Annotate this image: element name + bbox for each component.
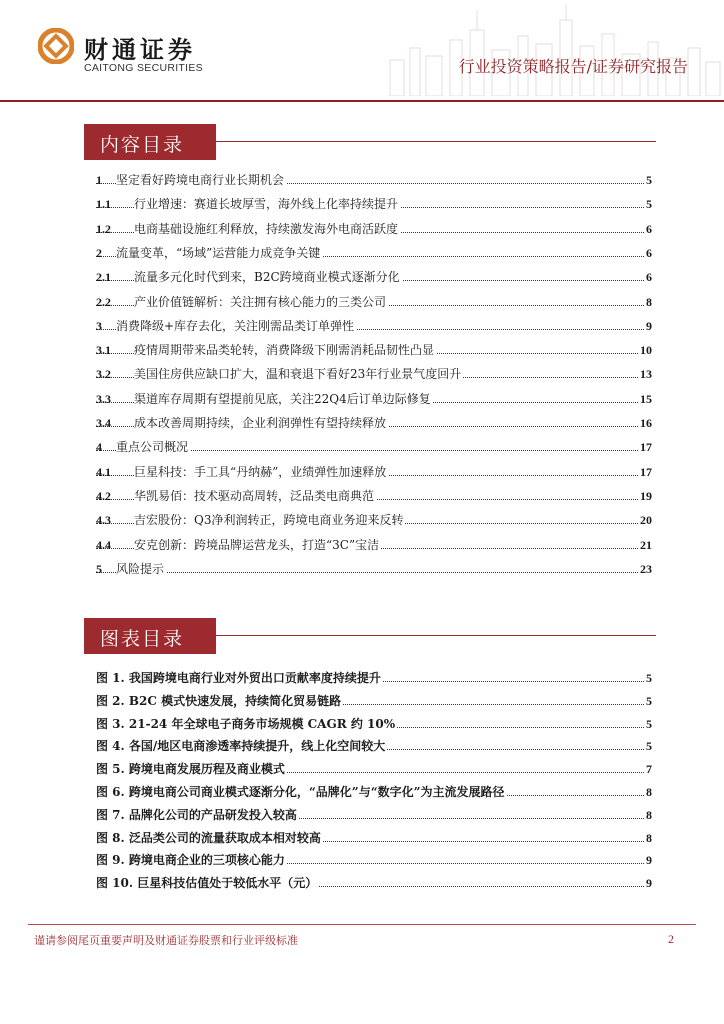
- toc-item-title: 流量多元化时代到来，B2C跨境商业模式逐渐分化: [134, 267, 402, 287]
- toc-item-page: 10: [638, 340, 652, 360]
- toc-item[interactable]: [96, 364, 656, 384]
- figure-item-page: 8: [644, 805, 652, 825]
- toc-item-page: 20: [638, 510, 652, 530]
- page-number: 2: [668, 932, 674, 946]
- toc-item[interactable]: [96, 413, 656, 433]
- toc-item[interactable]: [96, 267, 656, 287]
- toc-item-number: 3.4: [96, 416, 111, 430]
- toc-item[interactable]: [96, 292, 656, 312]
- toc-item[interactable]: [96, 194, 656, 214]
- toc-item-number: 4.3: [96, 513, 111, 528]
- figure-item[interactable]: [96, 782, 656, 802]
- toc-item[interactable]: [96, 486, 656, 506]
- header-divider: [0, 100, 724, 102]
- figure-item[interactable]: [96, 736, 656, 756]
- figure-item-page: 8: [644, 828, 652, 848]
- toc-item-title: 安克创新：跨境品牌运营龙头，打造“3C”宝洁: [134, 535, 381, 555]
- brand-name-en: CAITONG SECURITIES: [84, 62, 203, 74]
- figure-item-title: 图 3. 21-24 年全球电子商务市场规模 CAGR 约 10%: [96, 714, 397, 734]
- toc-item[interactable]: [96, 340, 656, 360]
- toc-item-title: 华凯易佰：技术驱动高周转，泛品类电商典范: [134, 486, 376, 506]
- toc-item-page: 6: [644, 243, 652, 263]
- toc-item-number: 2.1: [96, 270, 111, 285]
- figure-item-page: 5: [644, 714, 652, 734]
- toc-item-title: 行业增速：赛道长坡厚雪，海外线上化率持续提升: [134, 194, 400, 214]
- toc-item-number: 5: [96, 561, 102, 576]
- toc-item[interactable]: [96, 559, 656, 579]
- figure-item-page: 7: [644, 759, 652, 779]
- toc-item-title: 吉宏股份：Q3净利润转正，跨境电商业务迎来反转: [134, 510, 405, 530]
- caitong-logo-icon: [38, 28, 74, 64]
- toc-item-page: 5: [644, 194, 652, 214]
- report-type: 行业投资策略报告/证券研究报告: [458, 57, 688, 76]
- figure-item-title: 图 8. 泛品类公司的流量获取成本相对较高: [96, 828, 323, 848]
- toc-item-number: 2.2: [96, 294, 111, 309]
- toc-item-number: 3: [96, 318, 102, 333]
- toc-item-page: 15: [638, 389, 652, 409]
- toc-item-page: 19: [638, 486, 652, 506]
- toc-item-title: 电商基础设施红利释放，持续激发海外电商活跃度: [134, 219, 400, 239]
- figures-section-title: [84, 618, 216, 654]
- toc-item-number: 4: [96, 440, 102, 455]
- brand-name-cn: 财通证券: [84, 36, 196, 64]
- toc-item-title: 成本改善周期持续，企业利润弹性有望持续释放: [134, 413, 388, 433]
- toc-item-page: 6: [644, 267, 652, 287]
- toc-item[interactable]: [96, 535, 656, 555]
- toc-item-page: 16: [638, 413, 652, 433]
- figure-item[interactable]: [96, 668, 656, 688]
- footer-divider: [28, 924, 696, 925]
- toc-item-title: 坚定看好跨境电商行业长期机会: [116, 170, 286, 190]
- figure-item-title: 图 7. 品牌化公司的产品研发投入较高: [96, 805, 299, 825]
- figure-item-title: 图 5. 跨境电商发展历程及商业模式: [96, 759, 287, 779]
- toc-item[interactable]: [96, 510, 656, 530]
- toc-item-title: 巨星科技：手工具“丹纳赫”，业绩弹性加速释放: [134, 462, 388, 482]
- toc-item-page: 9: [644, 316, 652, 336]
- toc-item-number: 4.1: [96, 464, 111, 479]
- toc-item-number: 3.2: [96, 367, 111, 382]
- toc-item-title: 疫情周期带来品类轮转，消费降级下刚需消耗品韧性凸显: [134, 340, 436, 360]
- toc-item[interactable]: [96, 243, 656, 263]
- city-skyline-watermark: [380, 0, 724, 96]
- toc-section-title: [84, 124, 216, 160]
- figure-item[interactable]: [96, 850, 656, 870]
- toc-item[interactable]: [96, 462, 656, 482]
- toc-item[interactable]: [96, 170, 656, 190]
- figures-section-label: 图表目录: [100, 628, 185, 650]
- toc-item-number: 3.1: [96, 343, 111, 358]
- toc-item-title: 重点公司概况: [116, 437, 190, 457]
- toc-item-title: 产业价值链解析：关注拥有核心能力的三类公司: [134, 292, 388, 312]
- toc-item-number: 3.3: [96, 391, 111, 406]
- toc-item[interactable]: [96, 219, 656, 239]
- figure-item-title: 图 1. 我国跨境电商行业对外贸出口贡献率度持续提升: [96, 668, 383, 688]
- toc-item-page: 23: [638, 559, 652, 579]
- toc-item-title: 消费降级+库存去化，关注刚需品类订单弹性: [116, 316, 356, 336]
- figure-item-page: 8: [644, 782, 652, 802]
- figure-item[interactable]: [96, 759, 656, 779]
- toc-item-page: 17: [638, 437, 652, 457]
- figure-item-title: 图 4. 各国/地区电商渗透率持续提升，线上化空间较大: [96, 736, 387, 756]
- toc-item-page: 21: [638, 535, 652, 555]
- figure-item[interactable]: [96, 714, 656, 734]
- figure-item-page: 9: [644, 850, 652, 870]
- footer-disclaimer: 谨请参阅尾页重要声明及财通证券股票和行业评级标准: [34, 934, 298, 947]
- page-header: [0, 0, 724, 104]
- figure-item[interactable]: [96, 805, 656, 825]
- figure-item-title: 图 9. 跨境电商企业的三项核心能力: [96, 850, 287, 870]
- toc-item-number: 2: [96, 245, 102, 260]
- toc-title-rule: [216, 141, 656, 142]
- toc-item[interactable]: [96, 316, 656, 336]
- toc-item-title: 美国住房供应缺口扩大，温和衰退下看好23年行业景气度回升: [134, 364, 463, 384]
- toc-item-number: 1.1: [96, 197, 111, 212]
- toc-item-number: 1.2: [96, 221, 111, 236]
- leader-dots: [96, 572, 652, 573]
- toc-item-page: 8: [644, 292, 652, 312]
- figure-item-title: 图 10. 巨星科技估值处于较低水平（元）: [96, 873, 319, 893]
- toc-item-title: 渠道库存周期有望提前见底，关注22Q4后订单边际修复: [134, 389, 433, 409]
- figure-item[interactable]: [96, 873, 656, 893]
- toc-item-title: 风险提示: [116, 559, 166, 579]
- toc-item-number: 4.4: [96, 537, 111, 552]
- toc-item-number: 1: [96, 173, 102, 187]
- figure-item-page: 5: [644, 668, 652, 688]
- figure-item[interactable]: [96, 691, 656, 711]
- figure-item-page: 9: [644, 873, 652, 893]
- toc-item-title: 流量变革，“场域”运营能力成竞争关键: [116, 243, 322, 263]
- toc-item-number: 4.2: [96, 488, 111, 503]
- figures-title-rule: [216, 635, 656, 636]
- figure-item-title: 图 6. 跨境电商公司商业模式逐渐分化，“品牌化”与“数字化”为主流发展路径: [96, 782, 507, 802]
- toc-item-page: 13: [638, 364, 652, 384]
- toc-section-label: 内容目录: [100, 134, 185, 156]
- toc-item-page: 17: [638, 462, 652, 482]
- toc-item-page: 5: [644, 170, 652, 190]
- toc-item[interactable]: [96, 389, 656, 409]
- figure-item[interactable]: [96, 828, 656, 848]
- figure-item-title: 图 2. B2C 模式快速发展，持续简化贸易链路: [96, 691, 343, 711]
- toc-item[interactable]: [96, 437, 656, 457]
- figure-item-page: 5: [644, 691, 652, 711]
- figure-item-page: 5: [644, 736, 652, 756]
- toc-item-page: 6: [644, 219, 652, 239]
